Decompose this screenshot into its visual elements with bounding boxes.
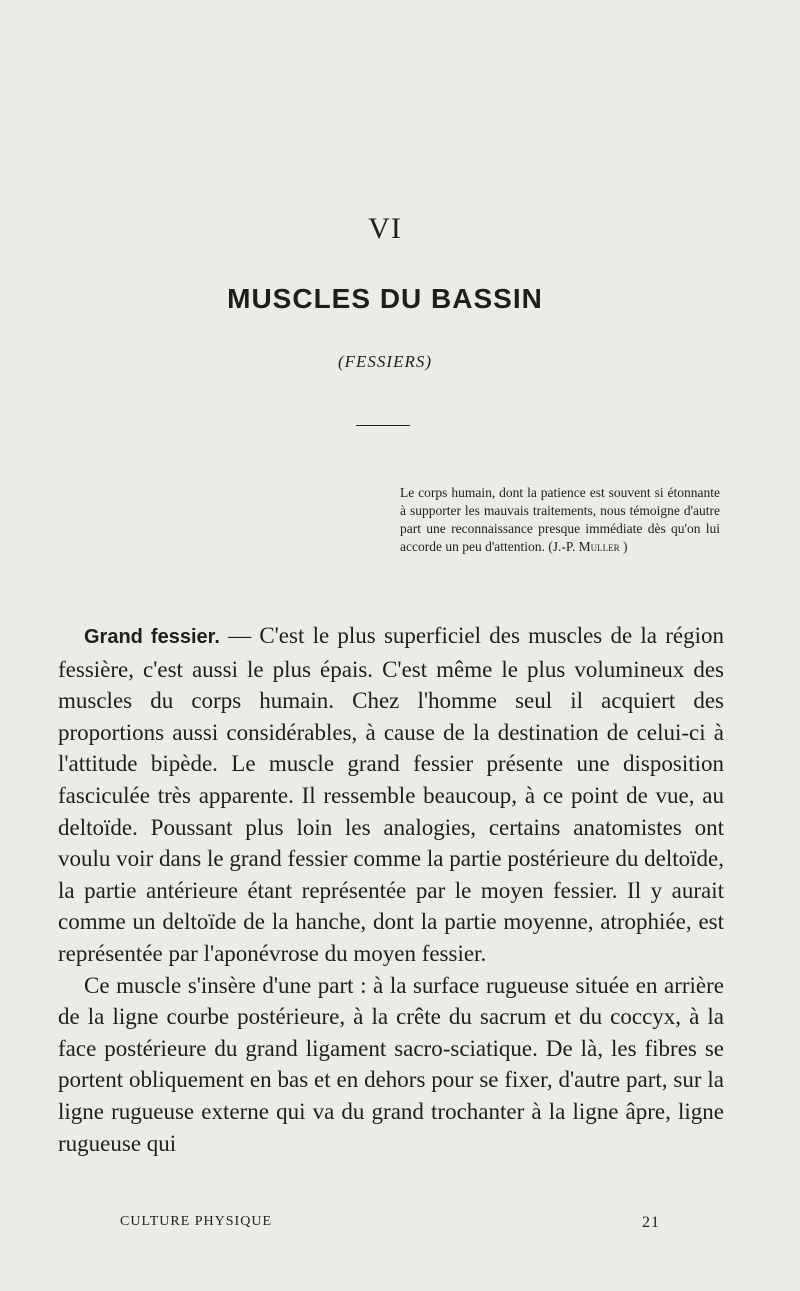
body-text (58, 620, 724, 1159)
paragraph (58, 620, 724, 970)
page-footer (120, 1214, 660, 1232)
section-heading: Grand fessier. (84, 626, 220, 648)
running-title: CULTURE PHYSIQUE (120, 1214, 272, 1229)
page-number: 21 (642, 1214, 660, 1231)
paragraph-text: — C'est le plus superficiel des muscles de la région fessière, c'est aussi le plus épais. C'est même le plus volumineux des muscles du corps humain. Chez l'homme seul il acquiert des proportions aussi considérables, à cause de la destination de celui-ci à l'attitude bipède. Le muscle grand fessier présente une disposition fasciculée très apparente. Il ressemble beaucoup, à ce point de vue, au deltoïde. Poussant plus loin les analogies, certains anatomistes ont voulu voir dans le grand fessier comme la partie postérieure du deltoïde, la partie antérieure étant représentée par le moyen fessier. Il y aurait comme un deltoïde de la hanche, dont la partie moyenne, atrophiée, est représentée par l'aponévrose du moyen fessier. (58, 623, 724, 966)
epigraph-author: (J.-P. Muller ) (548, 539, 628, 554)
epigraph (400, 484, 720, 556)
title-divider (356, 425, 410, 426)
chapter-number: VI (368, 212, 402, 245)
chapter-subtitle: (FESSIERS) (337, 352, 433, 371)
epigraph-text: Le corps humain, dont la patience est souvent si étonnante à supporter les mauvais traitements, nous témoigne d'autre part une reconnaissance presque immédiate dès qu'on lui accorde un peu d'attention. (400, 485, 720, 554)
paragraph: Ce muscle s'insère d'une part : à la surface rugueuse située en arrière de la ligne courbe postérieure, à la crête du sacrum et du coccyx, à la face postérieure du grand ligament sacro-sciatique. De là, les fibres se portent obliquement en bas et en dehors pour se fixer, d'autre part, sur la ligne rugueuse externe qui va du grand trochanter à la ligne âpre, ligne rugueuse qui (58, 972, 724, 1156)
chapter-title: MUSCLES DU BASSIN (227, 283, 543, 314)
